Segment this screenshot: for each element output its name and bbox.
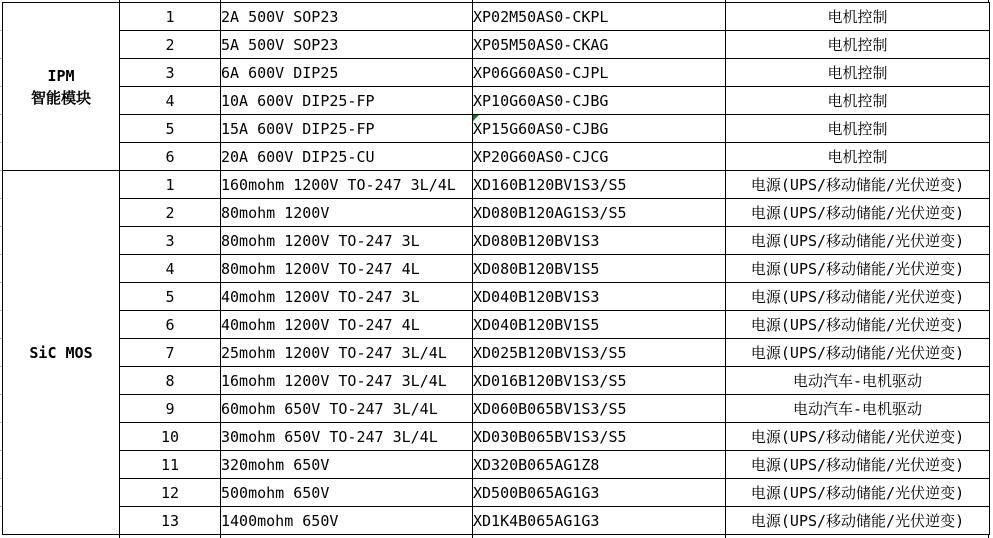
outer-gridline-tick [0, 170, 2, 171]
category-label: 智能模块 [30, 88, 91, 107]
cell-spec[interactable]: 80mohm 1200V [221, 199, 473, 227]
category-label: SiC MOS [29, 343, 93, 362]
table-row [3, 59, 990, 87]
outer-gridline-tick [0, 450, 2, 451]
cell-spec[interactable]: 15A 600V DIP25-FP [221, 115, 473, 143]
table-row [3, 479, 990, 507]
category-label: IPM [47, 66, 75, 85]
cell-spec[interactable]: 10A 600V DIP25-FP [221, 87, 473, 115]
cell-part-number[interactable]: XP10G60AS0-CJBG [473, 87, 726, 115]
cell-application[interactable]: 电源(UPS/移动储能/光伏逆变) [726, 479, 990, 507]
cell-part-number[interactable]: XD040B120BV1S3 [473, 283, 726, 311]
cell-spec[interactable]: 60mohm 650V TO-247 3L/4L [221, 395, 473, 423]
cell-row-number[interactable]: 4 [120, 87, 221, 115]
cell-application[interactable]: 电机控制 [726, 143, 990, 171]
outer-gridline-tick [0, 394, 2, 395]
cell-spec[interactable]: 2A 500V SOP23 [221, 3, 473, 31]
product-table [2, 2, 990, 535]
cell-category[interactable] [3, 171, 120, 535]
outer-gridline-tick [0, 254, 2, 255]
cell-spec[interactable]: 40mohm 1200V TO-247 3L [221, 283, 473, 311]
cell-application[interactable]: 电机控制 [726, 115, 990, 143]
outer-gridline-tick [0, 198, 2, 199]
cell-row-number[interactable]: 2 [120, 199, 221, 227]
cell-spec[interactable]: 1400mohm 650V [221, 507, 473, 535]
column-border-stub [725, 534, 726, 538]
table-row [3, 143, 990, 171]
cell-row-number[interactable]: 8 [120, 367, 221, 395]
cell-row-number[interactable]: 6 [120, 311, 221, 339]
cell-row-number[interactable]: 7 [120, 339, 221, 367]
cell-application[interactable]: 电机控制 [726, 59, 990, 87]
cell-spec[interactable]: 80mohm 1200V TO-247 3L [221, 227, 473, 255]
cell-part-number[interactable]: XD160B120BV1S3/S5 [473, 171, 726, 199]
cell-application[interactable]: 电动汽车-电机驱动 [726, 367, 990, 395]
cell-spec[interactable]: 25mohm 1200V TO-247 3L/4L [221, 339, 473, 367]
cell-row-number[interactable]: 13 [120, 507, 221, 535]
cell-application[interactable]: 电源(UPS/移动储能/光伏逆变) [726, 423, 990, 451]
cell-spec[interactable]: 20A 600V DIP25-CU [221, 143, 473, 171]
cell-spec[interactable]: 80mohm 1200V TO-247 4L [221, 255, 473, 283]
table-row [3, 395, 990, 423]
cell-category[interactable] [3, 3, 120, 171]
column-border-stub [119, 0, 120, 2]
cell-spec[interactable]: 40mohm 1200V TO-247 4L [221, 311, 473, 339]
cell-application[interactable]: 电机控制 [726, 31, 990, 59]
outer-gridline-tick [0, 366, 2, 367]
cell-part-number[interactable]: XD060B065BV1S3/S5 [473, 395, 726, 423]
table-row [3, 451, 990, 479]
table-row [3, 31, 990, 59]
table-row [3, 3, 990, 31]
cell-row-number[interactable]: 1 [120, 171, 221, 199]
cell-part-number[interactable]: XP20G60AS0-CJCG [473, 143, 726, 171]
cell-part-number[interactable]: XD080B120AG1S3/S5 [473, 199, 726, 227]
column-border-stub [220, 0, 221, 2]
table-row [3, 227, 990, 255]
cell-part-number[interactable]: XD030B065BV1S3/S5 [473, 423, 726, 451]
outer-gridline-tick [0, 114, 2, 115]
table-row [3, 367, 990, 395]
cell-row-number[interactable]: 5 [120, 283, 221, 311]
cell-application[interactable]: 电源(UPS/移动储能/光伏逆变) [726, 339, 990, 367]
table-row [3, 423, 990, 451]
cell-spec[interactable]: 30mohm 650V TO-247 3L/4L [221, 423, 473, 451]
cell-application[interactable]: 电机控制 [726, 87, 990, 115]
table-row [3, 311, 990, 339]
cell-spec[interactable]: 16mohm 1200V TO-247 3L/4L [221, 367, 473, 395]
cell-application[interactable]: 电源(UPS/移动储能/光伏逆变) [726, 311, 990, 339]
outer-gridline-tick [0, 226, 2, 227]
cell-row-number[interactable]: 2 [120, 31, 221, 59]
cell-part-number[interactable]: XD080B120BV1S5 [473, 255, 726, 283]
outer-gridline-tick [0, 86, 2, 87]
cell-spec[interactable]: 320mohm 650V [221, 451, 473, 479]
cell-row-number[interactable]: 6 [120, 143, 221, 171]
cell-application[interactable]: 电源(UPS/移动储能/光伏逆变) [726, 171, 990, 199]
cell-part-number[interactable]: XP15G60AS0-CJBG [473, 115, 726, 143]
table-row [3, 115, 990, 143]
cell-spec[interactable]: 5A 500V SOP23 [221, 31, 473, 59]
cell-application[interactable]: 电源(UPS/移动储能/光伏逆变) [726, 507, 990, 535]
cell-part-number[interactable]: XD1K4B065AG1G3 [473, 507, 726, 535]
cell-row-number[interactable]: 3 [120, 59, 221, 87]
cell-part-number[interactable]: XP05M50AS0-CKAG [473, 31, 726, 59]
cell-row-number[interactable]: 5 [120, 115, 221, 143]
cell-part-number[interactable]: XD016B120BV1S3/S5 [473, 367, 726, 395]
cell-application[interactable]: 电机控制 [726, 3, 990, 31]
outer-gridline-tick [0, 478, 2, 479]
cell-part-number[interactable]: XD025B120BV1S3/S5 [473, 339, 726, 367]
table-row [3, 87, 990, 115]
table-body [3, 3, 990, 535]
cell-application[interactable]: 电源(UPS/移动储能/光伏逆变) [726, 227, 990, 255]
cell-row-number[interactable]: 9 [120, 395, 221, 423]
outer-gridline-tick [0, 338, 2, 339]
table-row [3, 339, 990, 367]
outer-gridline-tick [0, 58, 2, 59]
cell-row-number[interactable]: 3 [120, 227, 221, 255]
cell-application[interactable]: 电源(UPS/移动储能/光伏逆变) [726, 199, 990, 227]
column-border-stub [472, 0, 473, 2]
table-row [3, 507, 990, 535]
cell-row-number[interactable]: 4 [120, 255, 221, 283]
cell-row-number[interactable]: 12 [120, 479, 221, 507]
cell-part-number[interactable]: XP02M50AS0-CKPL [473, 3, 726, 31]
outer-gridline-tick [0, 422, 2, 423]
outer-gridline-tick [0, 282, 2, 283]
cell-application[interactable]: 电源(UPS/移动储能/光伏逆变) [726, 451, 990, 479]
cell-error-marker-icon [473, 115, 479, 121]
column-border-stub [472, 534, 473, 538]
table-row [3, 255, 990, 283]
cell-application[interactable]: 电源(UPS/移动储能/光伏逆变) [726, 255, 990, 283]
cell-row-number[interactable]: 10 [120, 423, 221, 451]
table-row [3, 283, 990, 311]
cell-part-number[interactable]: XD500B065AG1G3 [473, 479, 726, 507]
cell-part-number[interactable]: XP06G60AS0-CJPL [473, 59, 726, 87]
cell-row-number[interactable]: 1 [120, 3, 221, 31]
column-border-stub [988, 534, 989, 538]
outer-gridline-tick [0, 142, 2, 143]
table-row [3, 199, 990, 227]
cell-application[interactable]: 电动汽车-电机驱动 [726, 395, 990, 423]
column-border-stub [119, 534, 120, 538]
outer-gridline-tick [0, 310, 2, 311]
outer-gridline-tick [0, 30, 2, 31]
cell-application[interactable]: 电源(UPS/移动储能/光伏逆变) [726, 283, 990, 311]
cell-spec[interactable]: 6A 600V DIP25 [221, 59, 473, 87]
cell-part-number[interactable]: XD320B065AG1Z8 [473, 451, 726, 479]
cell-row-number[interactable]: 11 [120, 451, 221, 479]
cell-part-number[interactable]: XD040B120BV1S5 [473, 311, 726, 339]
column-border-stub [988, 0, 989, 2]
column-border-stub [725, 0, 726, 2]
column-border-stub [220, 534, 221, 538]
cell-spec[interactable]: 160mohm 1200V TO-247 3L/4L [221, 171, 473, 199]
table-row [3, 171, 990, 199]
cell-spec[interactable]: 500mohm 650V [221, 479, 473, 507]
cell-part-number[interactable]: XD080B120BV1S3 [473, 227, 726, 255]
outer-gridline-tick [0, 506, 2, 507]
